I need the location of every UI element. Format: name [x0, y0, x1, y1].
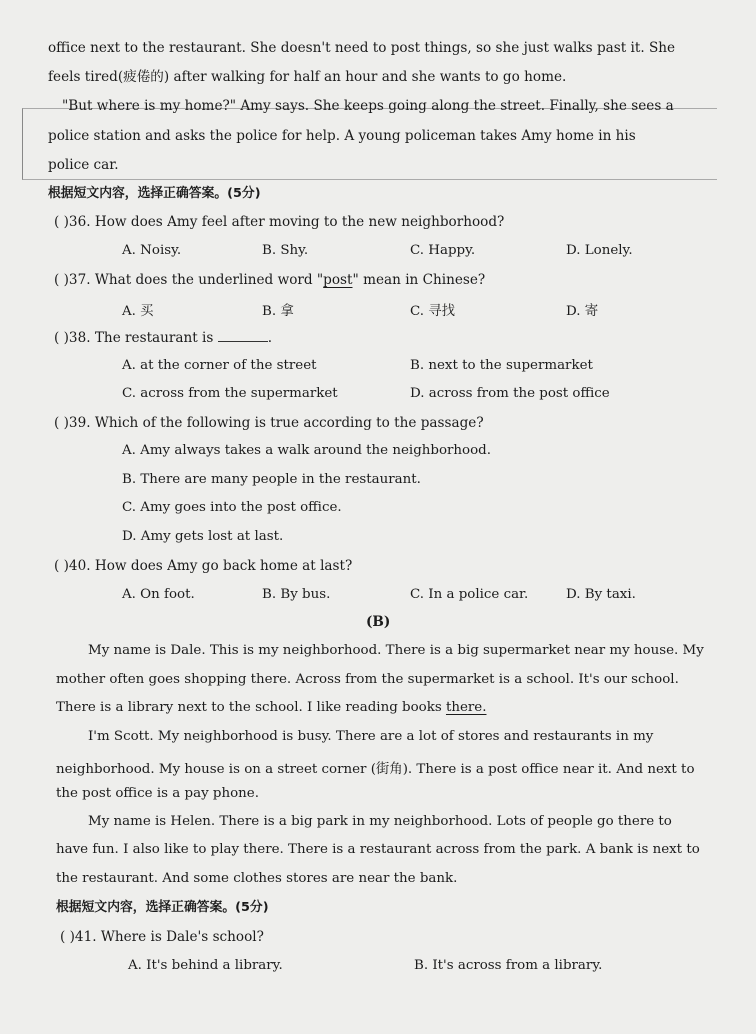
q37-option-a[interactable]: A. 买 — [122, 304, 154, 319]
passage-a-line-2: feels tired(疲倦的) after walking for half an hour and she wants to go home. — [48, 69, 567, 85]
question-38-stem: ( )38. The restaurant is . — [54, 330, 273, 346]
passage-b-p1-line-3: There is a library next to the school. I like reading books there. — [56, 700, 487, 715]
question-37-stem: ( )37. What does the underlined word "post" mean in Chinese? — [54, 272, 486, 288]
q37-option-b[interactable]: B. 拿 — [262, 304, 294, 319]
passage-b-p3-line-3: the restaurant. And some clothes stores are near the bank. — [56, 871, 458, 886]
section-b-title: (B) — [366, 614, 391, 630]
passage-a-line-1: office next to the restaurant. She doesn't need to post things, so she just walks past it. She — [48, 40, 676, 56]
passage-b-p2-line-1: I'm Scott. My neighborhood is busy. There are a lot of stores and restaurants in my — [88, 729, 654, 744]
question-36-stem: ( )36. How does Amy feel after moving to the new neighborhood? — [54, 214, 505, 230]
passage-b-p1-line-1: My name is Dale. This is my neighborhood. There is a big supermarket near my house. My — [88, 643, 704, 658]
q36-option-c[interactable]: C. Happy. — [410, 243, 476, 258]
section-a-instruction: 根据短文内容，选择正确答案。(5分) — [48, 186, 261, 201]
q39-option-d[interactable]: D. Amy gets lost at last. — [122, 529, 284, 544]
q41-option-b[interactable]: B. It's across from a library. — [414, 958, 603, 973]
question-40-stem: ( )40. How does Amy go back home at last? — [54, 558, 353, 574]
passage-b-p3-line-1: My name is Helen. There is a big park in my neighborhood. Lots of people go there to — [88, 814, 672, 829]
q38-option-c[interactable]: C. across from the supermarket — [122, 386, 338, 401]
q37-option-d[interactable]: D. 寄 — [566, 304, 599, 319]
passage-b-p3-line-2: have fun. I also like to play there. There is a restaurant across from the park. A bank is next to — [56, 842, 700, 857]
q38-option-b[interactable]: B. next to the supermarket — [410, 358, 593, 373]
answer-blank[interactable] — [218, 329, 268, 342]
passage-a-line-4: police station and asks the police for help. A young policeman takes Amy home in his — [48, 128, 636, 144]
passage-b-p1-line-2: mother often goes shopping there. Across from the supermarket is a school. It's our school. — [56, 672, 679, 687]
q36-option-a[interactable]: A. Noisy. — [122, 243, 182, 258]
section-b-instruction: 根据短文内容，选择正确答案。(5分) — [56, 900, 269, 915]
q40-option-a[interactable]: A. On foot. — [122, 587, 195, 602]
q39-option-b[interactable]: B. There are many people in the restaurant. — [122, 472, 421, 487]
question-41-stem: ( )41. Where is Dale's school? — [60, 929, 264, 945]
q38-option-d[interactable]: D. across from the post office — [410, 386, 610, 401]
q37-option-c[interactable]: C. 寻找 — [410, 304, 456, 319]
passage-a-line-3: "But where is my home?" Amy says. She keeps going along the street. Finally, she sees a — [62, 98, 674, 114]
q36-option-d[interactable]: D. Lonely. — [566, 243, 633, 258]
q39-option-a[interactable]: A. Amy always takes a walk around the neighborhood. — [122, 443, 491, 458]
passage-b-p2-line-3: the post office is a pay phone. — [56, 786, 259, 801]
q41-option-a[interactable]: A. It's behind a library. — [128, 958, 283, 973]
q40-option-d[interactable]: D. By taxi. — [566, 587, 636, 602]
q40-option-b[interactable]: B. By bus. — [262, 587, 331, 602]
q36-option-b[interactable]: B. Shy. — [262, 243, 309, 258]
question-39-stem: ( )39. Which of the following is true according to the passage? — [54, 415, 484, 431]
q40-option-c[interactable]: C. In a police car. — [410, 587, 529, 602]
passage-a-line-5: police car. — [48, 157, 119, 173]
q38-option-a[interactable]: A. at the corner of the street — [122, 358, 317, 373]
passage-b-p2-line-2: neighborhood. My house is on a street corner (街角). There is a post office near it. And next to — [56, 762, 695, 777]
q39-option-c[interactable]: C. Amy goes into the post office. — [122, 500, 342, 515]
